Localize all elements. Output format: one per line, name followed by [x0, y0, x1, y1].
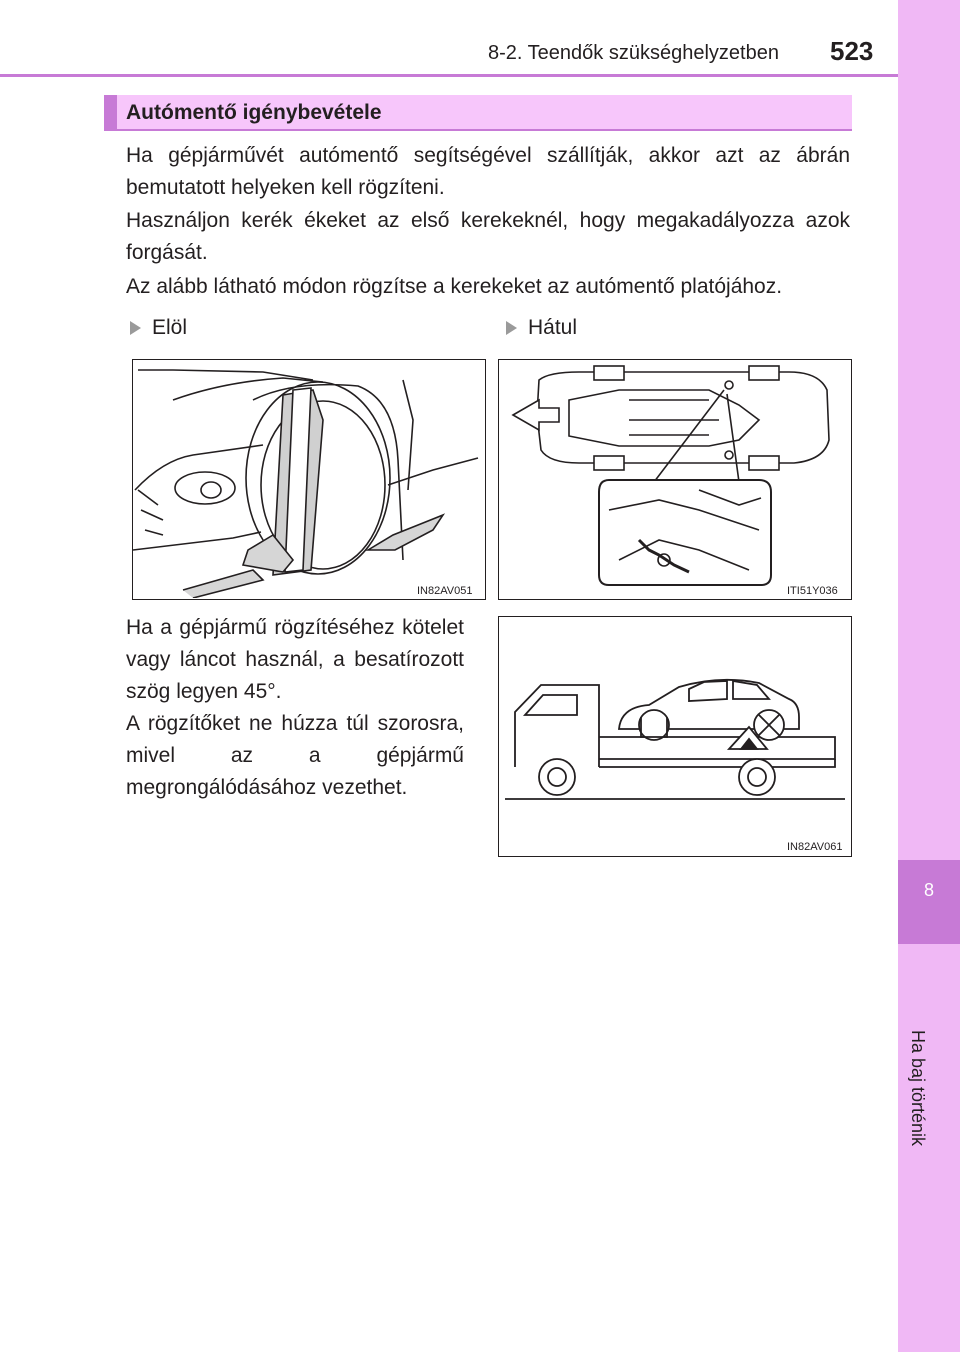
front-wheel-illustration — [133, 360, 484, 598]
figure-truck-code: IN82AV061 — [787, 841, 843, 853]
header-rule — [0, 74, 898, 77]
paragraph-3: Az alább látható módon rögzítse a kerekeket az autómentő platójához. — [126, 275, 783, 298]
figure-tow-truck — [498, 616, 852, 857]
subhead-front: Elöl — [152, 316, 188, 339]
chapter-title: 8-2. Teendők szükséghelyzetben — [488, 42, 779, 64]
figure-front-code: IN82AV051 — [417, 585, 473, 597]
front-bullet-icon — [130, 321, 141, 335]
side-tab — [898, 0, 960, 1352]
figure-rear-underbody — [498, 359, 852, 600]
side-tab-number-box — [898, 860, 960, 944]
tow-truck-illustration — [499, 617, 850, 855]
subhead-rear: Hátul — [528, 316, 578, 339]
figure-front-wheel — [132, 359, 486, 600]
side-tab-number: 8 — [923, 880, 934, 900]
note-2: A rögzítőket ne húzza túl szorosra, mivel az a gépjármű megrongálódásához vezethet. — [126, 712, 464, 799]
section-title: Autómentő igénybevétele — [126, 101, 382, 124]
underbody-illustration — [499, 360, 850, 598]
rear-bullet-icon — [506, 321, 517, 335]
paragraph-2: Használjon kerék ékeket az első kerekeknél, hogy megakadályozza azok forgását. — [126, 209, 850, 264]
side-tab-label: Ha baj történik — [908, 1030, 928, 1147]
note-1: Ha a gépjármű rögzítéséhez kötelet vagy láncot használ, a besatírozott szög legyen 45°. — [126, 616, 464, 703]
page-number: 523 — [830, 36, 874, 66]
paragraph-1: Ha gépjárművét autómentő segítségével szállítják, akkor azt az ábrán bemutatott helyeken kell rögzíteni. — [126, 144, 850, 199]
figure-rear-code: ITI51Y036 — [787, 585, 838, 597]
